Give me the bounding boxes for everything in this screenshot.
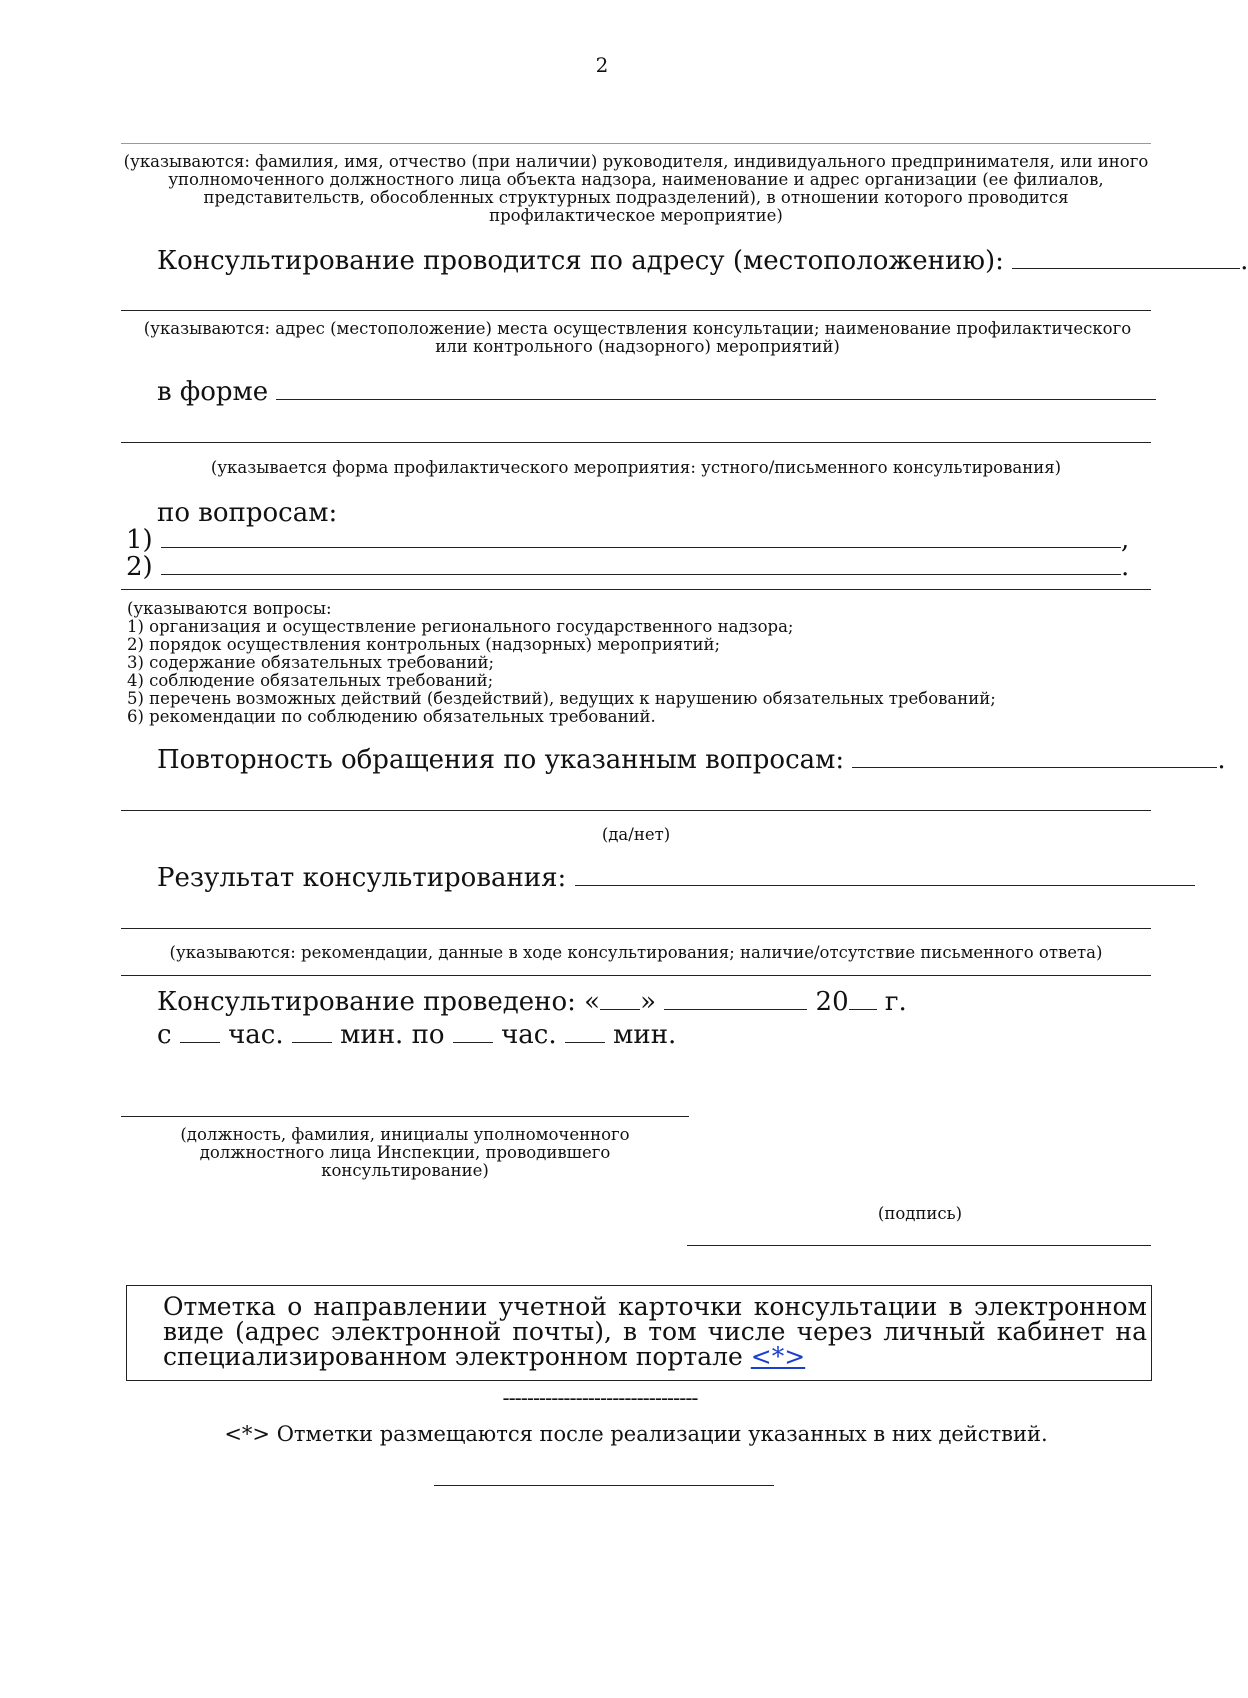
questions-note-item: 1) организация и осуществление регионального государственного надзора; bbox=[127, 617, 794, 636]
to-minutes-blank[interactable] bbox=[565, 1041, 605, 1043]
question-2-period: . bbox=[1120, 552, 1130, 582]
hours-label: час. bbox=[501, 1020, 557, 1050]
question-1-blank[interactable] bbox=[161, 546, 1121, 548]
footnote-end-line bbox=[434, 1485, 774, 1486]
page-number: 2 bbox=[595, 53, 609, 77]
repeat-note: (да/нет) bbox=[601, 825, 671, 844]
questions-note bbox=[127, 600, 1147, 726]
question-1-number: 1) bbox=[126, 525, 153, 555]
repeat-blank[interactable] bbox=[852, 766, 1217, 768]
to-hours-blank[interactable] bbox=[453, 1041, 493, 1043]
result-note: (указываются: рекомендации, данные в ходе консультирования; наличие/отсутствие письменного ответа) bbox=[169, 943, 1103, 962]
conducted-date-row bbox=[157, 986, 907, 1018]
questions-label: по вопросам: bbox=[157, 498, 338, 528]
result-field-line bbox=[121, 928, 1151, 929]
result-label: Результат консультирования: bbox=[157, 863, 567, 893]
to-label: по bbox=[411, 1020, 445, 1050]
conducted-time-row bbox=[157, 1019, 676, 1051]
from-minutes-blank[interactable] bbox=[292, 1041, 332, 1043]
object-field-line bbox=[121, 143, 1151, 144]
repeat-period: . bbox=[1217, 745, 1226, 775]
questions-note-item: 4) соблюдение обязательных требований; bbox=[127, 671, 494, 690]
footnote-separator: -------------------------------- bbox=[502, 1386, 698, 1410]
footnote-text: <*> Отметки размещаются после реализации указанных в них действий. bbox=[224, 1422, 1048, 1446]
year-suffix: г. bbox=[884, 987, 907, 1017]
result-note-line bbox=[121, 975, 1151, 976]
year-blank[interactable] bbox=[849, 1008, 877, 1010]
electronic-notice-body: Отметка о направлении учетной карточки консультации в электронном виде (адрес электронной почты), в том числе через личный кабинет на специализированном электронном портале bbox=[163, 1292, 1147, 1371]
from-label: с bbox=[157, 1020, 172, 1050]
form-blank[interactable] bbox=[276, 398, 1156, 400]
questions-note-item: 2) порядок осуществления контрольных (надзорных) мероприятий; bbox=[127, 635, 721, 654]
month-blank[interactable] bbox=[664, 1008, 807, 1010]
open-quote: « bbox=[584, 987, 601, 1017]
signature-line bbox=[687, 1245, 1151, 1246]
question-2-blank[interactable] bbox=[161, 573, 1121, 575]
repeat-field-line bbox=[121, 810, 1151, 811]
electronic-notice-box bbox=[126, 1285, 1152, 1381]
conducted-label: Консультирование проведено: bbox=[157, 987, 576, 1017]
questions-field-line bbox=[121, 589, 1151, 590]
repeat-row bbox=[157, 744, 1226, 776]
electronic-notice-text bbox=[163, 1294, 1147, 1369]
close-quote: » bbox=[640, 987, 656, 1017]
questions-note-item: 5) перечень возможных действий (бездействий), ведущих к нарушению обязательных требований; bbox=[127, 689, 996, 708]
form-note: (указывается форма профилактического мероприятия: устного/письменного консультирования) bbox=[210, 458, 1062, 477]
question-1-comma: , bbox=[1120, 525, 1130, 555]
official-note: (должность, фамилия, инициалы уполномоченного должностного лица Инспекции, проводившего консультирование) bbox=[180, 1125, 630, 1180]
from-hours-blank[interactable] bbox=[180, 1041, 220, 1043]
question-2-number: 2) bbox=[126, 552, 153, 582]
address-note: (указываются: адрес (местоположение) места осуществления консультации; наименование профилактического или контрольного (надзорного) мероприятий) bbox=[143, 319, 1132, 356]
questions-note-item: 6) рекомендации по соблюдению обязательных требований. bbox=[127, 707, 656, 726]
address-field-line bbox=[121, 310, 1151, 311]
object-note: (указываются: фамилия, имя, отчество (при наличии) руководителя, индивидуального предпринимателя, или иного уполномоченного должностного лица объекта надзора, наименование и адрес организации (ее филиалов, представительств, обособленных структурных подразделений), в отношении которого проводится профилактическое мероприятие) bbox=[123, 152, 1149, 225]
questions-note-header: (указываются вопросы: bbox=[127, 599, 332, 618]
footnote-link[interactable]: <*> bbox=[750, 1342, 806, 1371]
questions-note-item: 3) содержание обязательных требований; bbox=[127, 653, 495, 672]
address-blank[interactable] bbox=[1012, 267, 1240, 269]
result-blank[interactable] bbox=[575, 884, 1195, 886]
repeat-label: Повторность обращения по указанным вопросам: bbox=[157, 745, 845, 775]
day-blank[interactable] bbox=[600, 1008, 640, 1010]
result-row bbox=[157, 862, 1195, 894]
minutes-label: мин. bbox=[340, 1020, 404, 1050]
minutes-label: мин. bbox=[613, 1020, 677, 1050]
question-2-row bbox=[126, 551, 1129, 583]
form-row bbox=[157, 376, 1156, 408]
address-row bbox=[157, 245, 1248, 277]
address-label: Консультирование проводится по адресу (местоположению): bbox=[157, 246, 1004, 276]
form-field-line bbox=[121, 442, 1151, 443]
address-period: . bbox=[1240, 246, 1248, 276]
hours-label: час. bbox=[228, 1020, 284, 1050]
year-prefix: 20 bbox=[815, 987, 849, 1017]
signature-note: (подпись) bbox=[877, 1204, 963, 1223]
form-label: в форме bbox=[157, 377, 269, 407]
official-line bbox=[121, 1116, 689, 1117]
